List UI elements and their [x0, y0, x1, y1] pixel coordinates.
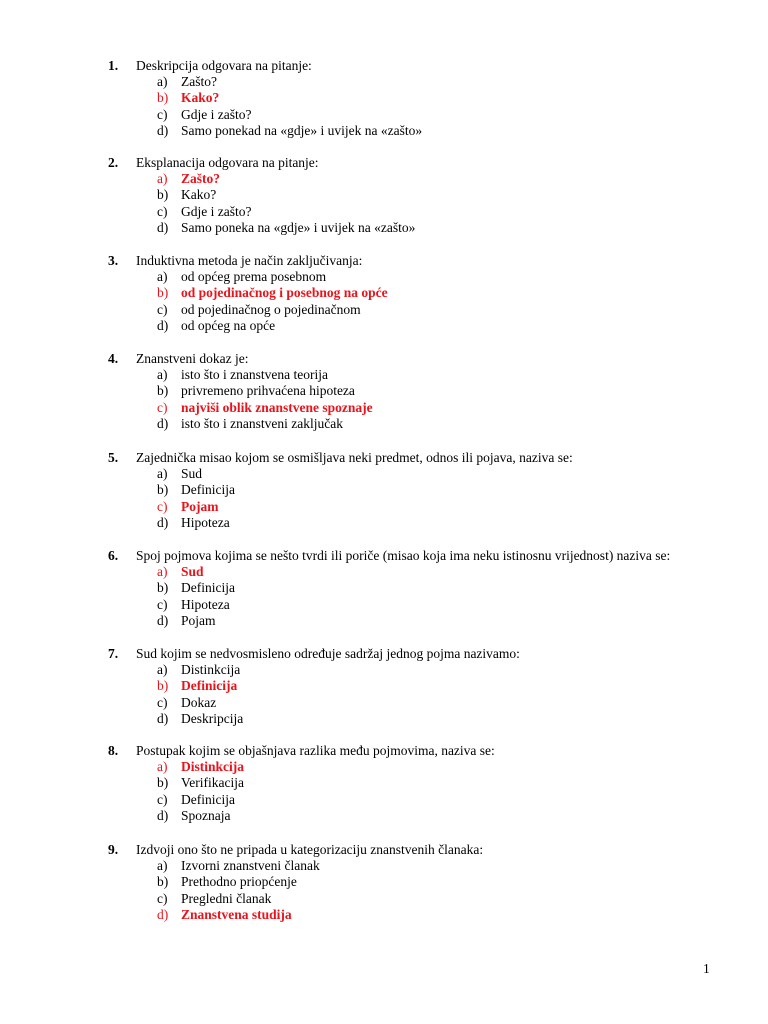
question-9 [0, 842, 768, 923]
answer-option [0, 318, 768, 334]
option-letter: d) [157, 807, 169, 823]
option-text: Distinkcija [181, 759, 245, 774]
answer-option-correct [0, 90, 768, 106]
answer-option-correct [0, 564, 768, 580]
option-letter: c) [157, 399, 168, 415]
option-text: Verifikacija [181, 775, 244, 791]
question-text: Znanstveni dokaz je: [136, 351, 249, 366]
question-stem [0, 646, 768, 662]
option-letter: c) [157, 301, 168, 317]
option-text: Samo poneka na «gdje» i uvijek na «zašto» [181, 219, 416, 235]
option-text: najviši oblik znanstvene spoznaje [181, 399, 373, 415]
answer-option [0, 107, 768, 123]
answer-option [0, 187, 768, 203]
question-text: Spoj pojmova kojima se nešto tvrdi ili poriče (misao koja ima neku istinosnu vrijednost) naziva se: [136, 548, 671, 563]
answer-option [0, 269, 768, 285]
answer-option [0, 482, 768, 498]
question-stem [0, 548, 768, 564]
option-text: privremeno prihvaćena hipoteza [181, 383, 355, 399]
answer-option-correct [0, 171, 768, 187]
option-text: Kako? [181, 187, 217, 203]
question-text: Sud kojim se nedvosmisleno određuje sadržaj jednog pojma nazivamo: [136, 646, 520, 661]
answer-option [0, 383, 768, 399]
question-text: Zajednička misao kojom se osmišljava neki predmet, odnos ili pojava, naziva se: [136, 450, 573, 465]
option-text: Znanstvena studija [181, 906, 292, 922]
option-letter: a) [157, 269, 168, 284]
option-text: Hipoteza [181, 596, 230, 612]
option-letter: b) [157, 285, 169, 301]
answer-option [0, 874, 768, 890]
question-7 [0, 646, 768, 727]
question-4 [0, 351, 768, 432]
option-text: od pojedinačnog o pojedinačnom [181, 301, 361, 317]
option-text: Samo ponekad na «gdje» i uvijek na «zašto» [181, 122, 423, 138]
option-text: Definicija [181, 791, 235, 807]
answer-option [0, 662, 768, 678]
option-letter: a) [157, 171, 168, 186]
option-letter: b) [157, 383, 169, 399]
option-letter: b) [157, 775, 169, 791]
answer-option [0, 515, 768, 531]
option-text: Izvorni znanstveni članak [181, 858, 320, 873]
question-text: Eksplanacija odgovara na pitanje: [136, 155, 319, 170]
answer-option [0, 580, 768, 596]
option-text: od pojedinačnog i posebnog na opće [181, 285, 388, 301]
option-letter: b) [157, 482, 169, 498]
option-letter: b) [157, 187, 169, 203]
question-stem [0, 450, 768, 466]
option-text: Deskripcija [181, 710, 244, 726]
option-text: Gdje i zašto? [181, 203, 252, 219]
option-letter: a) [157, 858, 168, 873]
question-5 [0, 450, 768, 531]
option-text: Dokaz [181, 694, 217, 710]
question-1 [0, 58, 768, 139]
option-letter: b) [157, 874, 169, 890]
option-letter: b) [157, 580, 169, 596]
option-text: isto što i znanstvena teorija [181, 367, 328, 382]
option-text: Sud [181, 564, 204, 579]
option-letter: a) [157, 367, 168, 382]
answer-option [0, 858, 768, 874]
option-letter: a) [157, 662, 168, 677]
option-letter: d) [157, 612, 169, 628]
option-letter: b) [157, 90, 169, 106]
answer-option [0, 416, 768, 432]
question-stem [0, 253, 768, 269]
option-letter: c) [157, 596, 168, 612]
option-letter: d) [157, 122, 169, 138]
question-number: 7. [108, 646, 119, 661]
answer-option [0, 613, 768, 629]
option-letter: d) [157, 514, 169, 530]
answer-option-correct [0, 678, 768, 694]
option-text: Zašto? [181, 171, 221, 186]
option-text: Distinkcija [181, 662, 241, 677]
option-letter: c) [157, 203, 168, 219]
option-text: Pojam [181, 498, 219, 514]
question-text: Deskripcija odgovara na pitanje: [136, 58, 312, 73]
answer-option [0, 891, 768, 907]
option-text: od općeg na opće [181, 317, 276, 333]
question-6 [0, 548, 768, 629]
option-text: Sud [181, 466, 203, 481]
answer-option-correct [0, 285, 768, 301]
option-text: Zašto? [181, 74, 217, 89]
answer-option [0, 123, 768, 139]
answer-option [0, 220, 768, 236]
question-stem [0, 155, 768, 171]
question-number: 5. [108, 450, 119, 465]
question-3 [0, 253, 768, 334]
answer-option [0, 792, 768, 808]
question-number: 8. [108, 743, 119, 758]
option-letter: c) [157, 498, 168, 514]
question-stem [0, 351, 768, 367]
answer-option-correct [0, 759, 768, 775]
option-letter: d) [157, 219, 169, 235]
option-text: od općeg prema posebnom [181, 269, 327, 284]
question-number: 3. [108, 253, 119, 268]
answer-option-correct [0, 907, 768, 923]
answer-option [0, 695, 768, 711]
option-letter: c) [157, 890, 168, 906]
answer-option [0, 302, 768, 318]
option-letter: a) [157, 564, 168, 579]
option-text: Hipoteza [181, 514, 230, 530]
answer-option [0, 711, 768, 727]
option-letter: b) [157, 678, 169, 694]
option-text: isto što i znanstveni zaključak [181, 415, 343, 431]
option-letter: a) [157, 74, 168, 89]
option-letter: c) [157, 106, 168, 122]
question-8 [0, 743, 768, 824]
question-stem [0, 58, 768, 74]
answer-option-correct [0, 400, 768, 416]
question-text: Izdvoji ono što ne pripada u kategorizaciju znanstvenih članaka: [136, 842, 484, 857]
page-number: 1 [703, 961, 710, 976]
question-2 [0, 155, 768, 236]
option-text: Definicija [181, 580, 235, 596]
option-letter: c) [157, 791, 168, 807]
answer-option [0, 74, 768, 90]
option-text: Prethodno priopćenje [181, 874, 297, 890]
option-text: Gdje i zašto? [181, 106, 252, 122]
option-letter: d) [157, 317, 169, 333]
option-letter: d) [157, 906, 169, 922]
option-letter: d) [157, 710, 169, 726]
answer-option [0, 597, 768, 613]
option-letter: a) [157, 466, 168, 481]
answer-option-correct [0, 499, 768, 515]
answer-option [0, 466, 768, 482]
question-number: 6. [108, 548, 119, 563]
option-text: Spoznaja [181, 807, 231, 823]
question-number: 2. [108, 155, 119, 170]
question-number: 1. [108, 58, 119, 73]
question-text: Induktivna metoda je način zaključivanja: [136, 253, 363, 268]
option-text: Definicija [181, 482, 235, 498]
answer-option [0, 775, 768, 791]
answer-option [0, 808, 768, 824]
option-text: Kako? [181, 90, 220, 106]
option-letter: d) [157, 415, 169, 431]
answer-option [0, 367, 768, 383]
question-stem [0, 743, 768, 759]
option-letter: a) [157, 759, 168, 774]
question-stem [0, 842, 768, 858]
option-letter: c) [157, 694, 168, 710]
answer-option [0, 204, 768, 220]
option-text: Definicija [181, 678, 238, 694]
option-text: Pregledni članak [181, 890, 272, 906]
option-text: Pojam [181, 612, 216, 628]
question-text: Postupak kojim se objašnjava razlika među pojmovima, naziva se: [136, 743, 495, 758]
question-number: 4. [108, 351, 119, 366]
question-number: 9. [108, 842, 119, 857]
